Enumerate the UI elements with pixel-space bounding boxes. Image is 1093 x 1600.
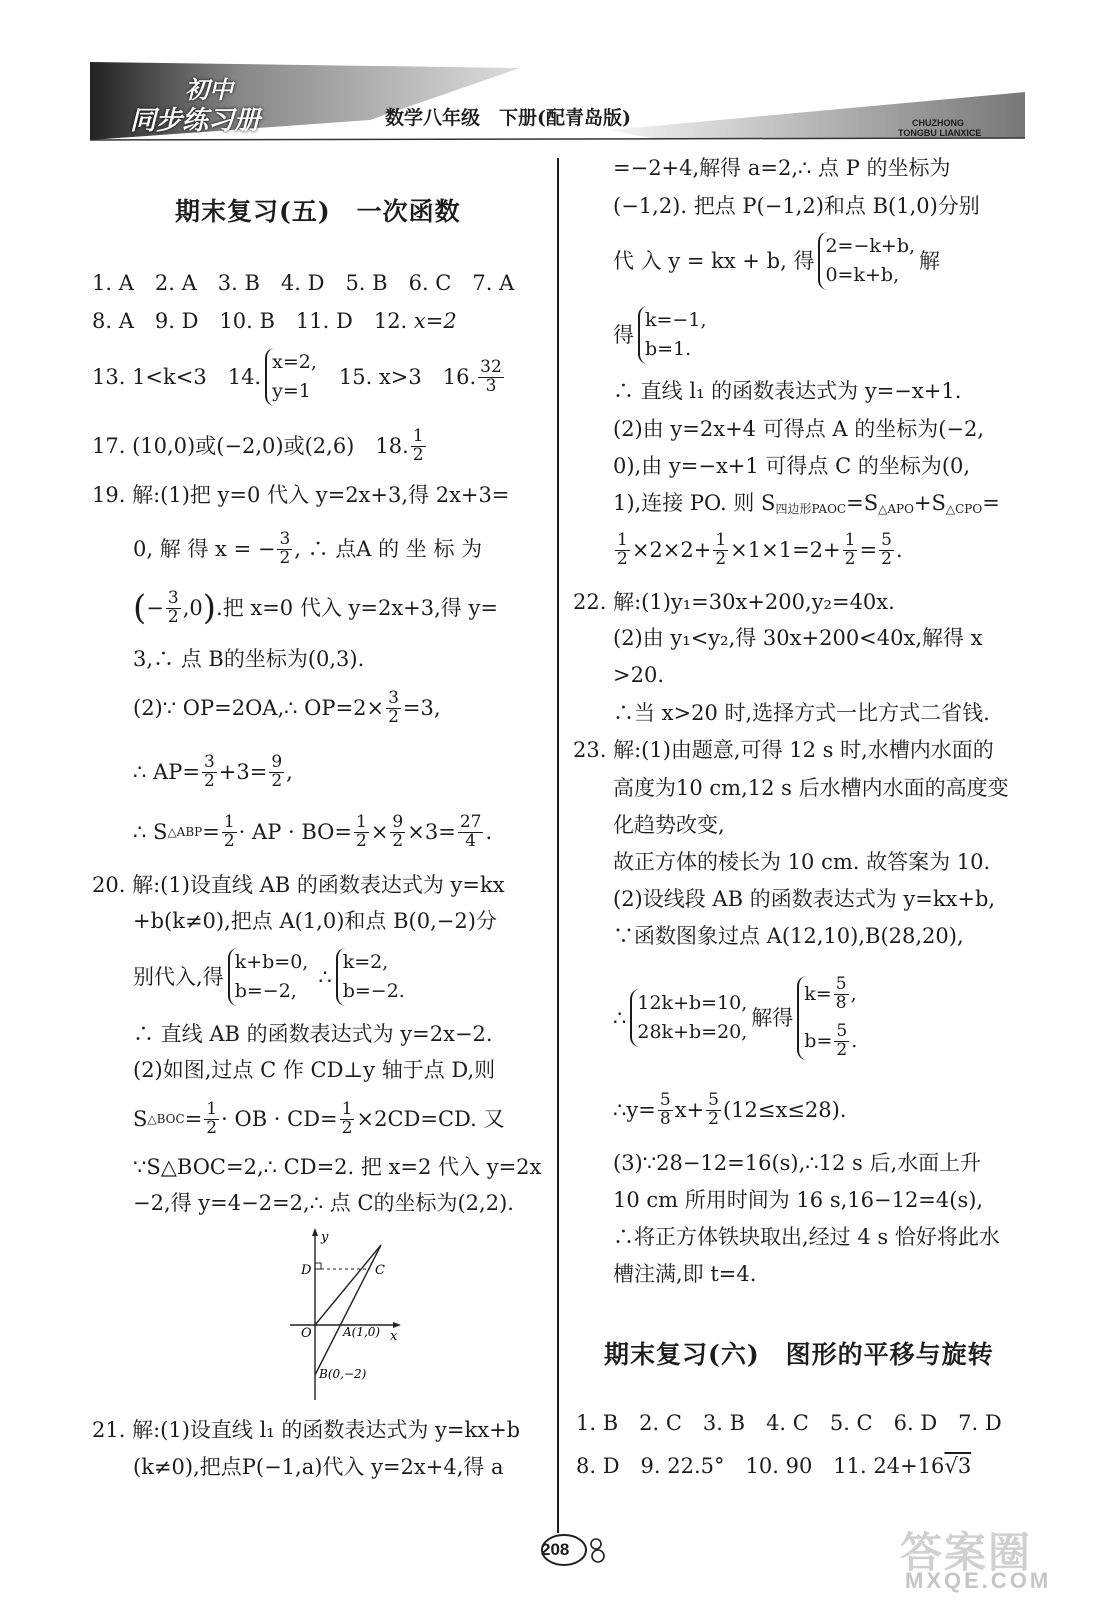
q20-system-1 [228, 948, 309, 1007]
text: , [850, 983, 857, 1006]
brand-en-2: TONGBU LIANXICE [898, 128, 982, 138]
frac-num: 1 [355, 811, 367, 832]
q23-line9: (3)∵28−12=16(s),∴12 s 后,水面上升 [613, 1151, 982, 1175]
frac-num: 9 [392, 811, 404, 832]
q23-line7 [613, 958, 861, 1078]
q22-line4: ∴当 x>20 时,选择方式一比方式二省钱. [613, 701, 990, 725]
text: ∴y= [613, 1097, 656, 1122]
times-3: ×3= [407, 819, 456, 844]
frac-den: 2 [355, 830, 367, 851]
answers-row-2-text: 8. A 9. D 10. B 11. D 12. [92, 309, 414, 333]
sys-row: 28k+b=20, [637, 1021, 748, 1043]
q22-line1: 22. 解:(1)y₁=30x+200,y₂=40x. [573, 590, 895, 614]
frac-den: 3 [485, 375, 497, 396]
period: . [485, 819, 493, 844]
fraction-1-2 [222, 811, 237, 851]
subscript: 四边形PAOC [775, 502, 847, 516]
frac-num: 3 [167, 587, 179, 608]
q20-line4: ∴ 直线 AB 的函数表达式为 y=2x−2. [133, 1022, 493, 1046]
answer-17-18-label: 17. (10,0)或(−2,0)或(2,6) 18. [92, 433, 409, 458]
r-system-1 [818, 232, 915, 291]
sys-row: b=−2. [342, 980, 405, 1002]
text: 0, 解 得 x = − [133, 536, 276, 561]
q20-line2: +b(k≠0),把点 A(1,0)和点 B(0,−2)分 [133, 909, 497, 933]
q20-line1: 20. 解:(1)设直线 AB 的函数表达式为 y=kx [92, 873, 505, 897]
q22-line2: (2)由 y₁<y₂,得 30x+200<40x,解得 x [613, 626, 983, 650]
logo-line2: 同步练习册 [130, 106, 261, 136]
watermark-url: MXQE.COM [905, 1568, 1052, 1593]
q22-line3: >20. [613, 663, 664, 687]
fraction-5-2 [706, 1089, 721, 1129]
sys-row: 0=k+b, [825, 264, 900, 286]
text: =S [846, 491, 879, 515]
frac-num: 1 [412, 425, 424, 446]
q19-line1: 19. 解:(1)把 y=0 代入 y=2x+3,得 2x+3= [92, 483, 510, 507]
frac-num: 9 [271, 751, 283, 772]
r-line7: 0),由 y=−x+1 可得点 C 的坐标为(0, [613, 454, 971, 478]
q19-line3 [133, 586, 498, 630]
fraction-3-2 [386, 687, 401, 727]
paren-close: ) [202, 588, 217, 628]
fraction-27-4 [458, 811, 484, 851]
answer-12: x=2 [413, 309, 457, 333]
q23-system-2 [797, 976, 857, 1059]
text: 解 [919, 248, 941, 273]
frac-den: 2 [279, 547, 291, 568]
fraction-9-2 [269, 751, 284, 791]
q20-line6 [133, 1097, 504, 1141]
line-ab [315, 1245, 381, 1375]
text: = [982, 491, 1000, 515]
fraction-3-2 [202, 751, 217, 791]
frac-num: 5 [659, 1089, 671, 1110]
frac-den: 2 [271, 770, 283, 791]
frac-num: 5 [835, 974, 847, 995]
section-title-5: 期末复习(五) 一次函数 [175, 197, 461, 226]
subscript: △ABP [167, 825, 203, 839]
text: ∴ S [133, 819, 168, 844]
sys-row: x=2, [272, 350, 317, 373]
label-x: x [390, 1329, 398, 1344]
q23-line1: 23. 解:(1)由题意,可得 12 s 时,水槽内水面的 [573, 738, 994, 762]
period: . [895, 537, 903, 562]
q23-line10: 10 cm 所用时间为 16 s,16−12=4(s), [613, 1188, 984, 1212]
sys-row [804, 976, 857, 1013]
text: ∴ AP= [133, 759, 200, 784]
answer-18-fraction [411, 425, 426, 465]
text: = [859, 537, 878, 562]
sys-row: k=−1, [645, 308, 707, 331]
frac-num: 1 [844, 529, 856, 550]
sys-row: 2=−k+b, [825, 234, 916, 257]
q23-line2: 高度为10 cm,12 s 后水槽内水面的高度变 [613, 776, 1009, 800]
q23-system-1 [630, 989, 747, 1048]
times: × [370, 819, 389, 844]
q19-line7 [133, 810, 492, 854]
sys-row: b=1. [645, 338, 692, 360]
text: =3, [402, 695, 441, 720]
label-y: y [321, 1230, 329, 1245]
fraction-5-8 [834, 976, 849, 1013]
q23-line3: 化趋势改变, [613, 813, 725, 837]
fraction-1-2 [204, 1098, 219, 1138]
equals: = [184, 1106, 203, 1131]
answer-15-16-label: 15. x>3 16. [338, 364, 477, 389]
q23-line4: 故正方体的棱长为 10 cm. 故答案为 10. [613, 850, 991, 874]
text: · AP · BO= [238, 819, 352, 844]
r-line4 [613, 304, 710, 366]
text: 得 [613, 322, 634, 347]
subscript: △CPO [945, 502, 983, 516]
text: (2)∵ OP=2OA,∴ OP=2× [133, 695, 385, 720]
fraction-1-2 [354, 811, 369, 851]
fraction-5-2 [879, 529, 894, 569]
subscript: △APO [878, 502, 914, 516]
label-a: A(1,0) [343, 1325, 381, 1339]
sqrt-3: √3 [944, 1454, 972, 1478]
sys-row: 12k+b=10, [637, 991, 748, 1014]
text: 代 入 y = kx + b, 得 [613, 248, 815, 273]
logo-line1: 初中 [185, 75, 233, 104]
text: 解得 [751, 1005, 794, 1030]
frac-den: 2 [412, 444, 424, 465]
answers6-row-1: 1. B 2. C 3. B 4. C 5. C 6. D 7. D [576, 1411, 1002, 1435]
function-graph [285, 1225, 425, 1405]
r-line9 [613, 527, 903, 573]
fraction-3-2 [277, 528, 292, 568]
text: ×1×1=2+ [730, 537, 841, 562]
q20-line8: −2,得 y=4−2=2,∴ 点 C的坐标为(2,2). [133, 1191, 514, 1215]
text: .把 x=0 代入 y=2x+3,得 y= [216, 595, 498, 620]
text: . [851, 1029, 858, 1052]
frac-den: 2 [388, 706, 399, 727]
text: , ∴ 点A 的 坐 标 为 [294, 536, 483, 561]
fraction-5-8 [658, 1089, 673, 1129]
frac-den: 2 [223, 830, 235, 851]
q19-line5 [133, 686, 441, 730]
frac-den: 2 [167, 606, 179, 627]
fraction-1-2 [713, 529, 728, 569]
q20-system-2 [336, 948, 405, 1007]
text: x+ [674, 1097, 705, 1122]
frac-num: 3 [388, 687, 399, 708]
text: b= [804, 1029, 833, 1052]
coord-tail: ,0 [182, 595, 203, 620]
subscript: △BOC [147, 1112, 185, 1126]
sys-row: b=−2, [234, 980, 297, 1002]
fraction-5-2 [834, 1023, 849, 1060]
text: 8. D 9. 22.5° 10. 90 11. 24+16 [576, 1454, 945, 1478]
frac-den: 2 [715, 548, 727, 569]
frac-num: 1 [206, 1098, 218, 1119]
answers-row-1: 1. A 2. A 3. B 4. D 5. B 6. C 7. A [92, 271, 515, 295]
r-line3 [613, 230, 940, 292]
q23-line6: ∵函数图象过点 A(12,10),B(28,20), [613, 924, 964, 948]
fraction-3-2 [166, 587, 181, 627]
text: +3= [218, 759, 268, 784]
frac-num: 5 [708, 1089, 719, 1110]
r-system-2 [638, 306, 706, 365]
sys-row [804, 1023, 857, 1060]
fraction-1-2 [340, 1098, 355, 1138]
frac-den: 2 [708, 1108, 719, 1129]
frac-num: 1 [341, 1098, 353, 1119]
y-axis-arrow [312, 1228, 318, 1236]
watermark-logo: 答案圈 [900, 1529, 1033, 1576]
answers-17-18 [92, 423, 428, 469]
line-oc [315, 1245, 381, 1325]
frac-den: 2 [203, 770, 215, 791]
text: · OB · CD= [221, 1106, 338, 1131]
q23-line12: 槽注满,即 t=4. [613, 1262, 757, 1286]
label-c: C [375, 1263, 385, 1278]
q20-line3 [133, 946, 409, 1008]
answer-16-fraction [478, 356, 504, 396]
frac-den: 2 [392, 830, 404, 851]
q23-line8 [613, 1087, 846, 1133]
right-angle-mark [315, 1263, 321, 1269]
frac-den: 2 [881, 548, 892, 569]
frac-den: 4 [465, 830, 477, 851]
answers-13-16 [92, 350, 506, 404]
text: ×2CD=CD. 又 [356, 1106, 505, 1131]
answer-14-system [265, 348, 317, 407]
r-line6: (2)由 y=2x+4 可得点 A 的坐标为(−2, [613, 417, 985, 441]
text: 别代入,得 [133, 964, 224, 989]
fraction-9-2 [390, 811, 405, 851]
page-header [90, 60, 1030, 150]
answers6-row-2 [576, 1456, 971, 1477]
frac-num: 1 [715, 529, 727, 550]
frac-den: 2 [617, 548, 628, 569]
frac-num: 32 [480, 356, 502, 377]
text: = [202, 819, 220, 844]
label-b: B(0,−2) [319, 1367, 367, 1381]
q19-line2 [133, 527, 482, 571]
frac-num: 3 [279, 528, 291, 549]
fraction-1-2 [615, 529, 630, 569]
frac-num: 5 [836, 1021, 848, 1041]
frac-den: 8 [659, 1108, 671, 1129]
frac-num: 1 [617, 529, 628, 550]
r-line2: (−1,2). 把点 P(−1,2)和点 B(1,0)分别 [613, 194, 980, 218]
q21-line1: 21. 解:(1)设直线 l₁ 的函数表达式为 y=kx+b [92, 1418, 521, 1442]
section-title-6: 期末复习(六) 图形的平移与旋转 [604, 1340, 994, 1369]
label-d: D [301, 1263, 312, 1278]
frac-den: 2 [206, 1117, 218, 1138]
sys-row: y=1 [272, 380, 311, 402]
q19-line6 [133, 750, 293, 794]
frac-num: 1 [223, 811, 235, 832]
q21-line2: (k≠0),把点P(−1,a)代入 y=2x+4,得 a [133, 1455, 504, 1479]
answer-13-14-label: 13. 1<k<3 14. [92, 364, 262, 389]
book-title: 数学八年级 下册(配青岛版) [385, 107, 631, 129]
text: S [133, 1106, 148, 1131]
frac-num: 27 [459, 811, 482, 832]
text: (12≤x≤28). [722, 1097, 847, 1122]
frac-den: 2 [836, 1039, 848, 1060]
sys-row: k+b=0, [234, 950, 309, 973]
comma: , [286, 759, 293, 784]
text: ∴ [318, 964, 332, 989]
answers-row-2 [92, 311, 457, 332]
q23-line11: ∴将正方体铁块取出,经过 4 s 恰好将此水 [613, 1225, 1000, 1249]
frac-num: 3 [203, 751, 215, 772]
x-axis-arrow [393, 1322, 401, 1328]
q23-line5: (2)设线段 AB 的函数表达式为 y=kx+b, [613, 887, 996, 911]
sys-row: k=2, [342, 950, 389, 973]
text: 1),连接 PO. 则 S [613, 491, 776, 515]
brand-en-1: CHUZHONG [912, 118, 964, 128]
label-o: O [301, 1326, 312, 1341]
r-line8 [613, 493, 1000, 515]
r-line5: ∴ 直线 l₁ 的函数表达式为 y=−x+1. [613, 379, 962, 403]
text: ∴ [613, 1005, 627, 1030]
column-divider [557, 158, 559, 1533]
frac-den: 2 [341, 1117, 353, 1138]
q20-line7: ∵S△BOC=2,∴ CD=2. 把 x=2 代入 y=2x [133, 1155, 542, 1179]
q20-line5: (2)如图,过点 C 作 CD⊥y 轴于点 D,则 [133, 1058, 496, 1082]
paren-open: ( [133, 588, 147, 628]
page-number: 208 [541, 1540, 570, 1559]
r-line1: =−2+4,解得 a=2,∴ 点 P 的坐标为 [613, 156, 951, 180]
text: k= [804, 983, 832, 1006]
q19-line4: 3,∴ 点 B的坐标为(0,3). [133, 647, 365, 671]
text: ×2×2+ [631, 537, 712, 562]
frac-num: 5 [881, 529, 892, 550]
fraction-1-2 [843, 529, 858, 569]
text: +S [913, 491, 946, 515]
frac-den: 8 [835, 993, 847, 1014]
frac-den: 2 [844, 548, 856, 569]
minus: − [146, 595, 164, 620]
